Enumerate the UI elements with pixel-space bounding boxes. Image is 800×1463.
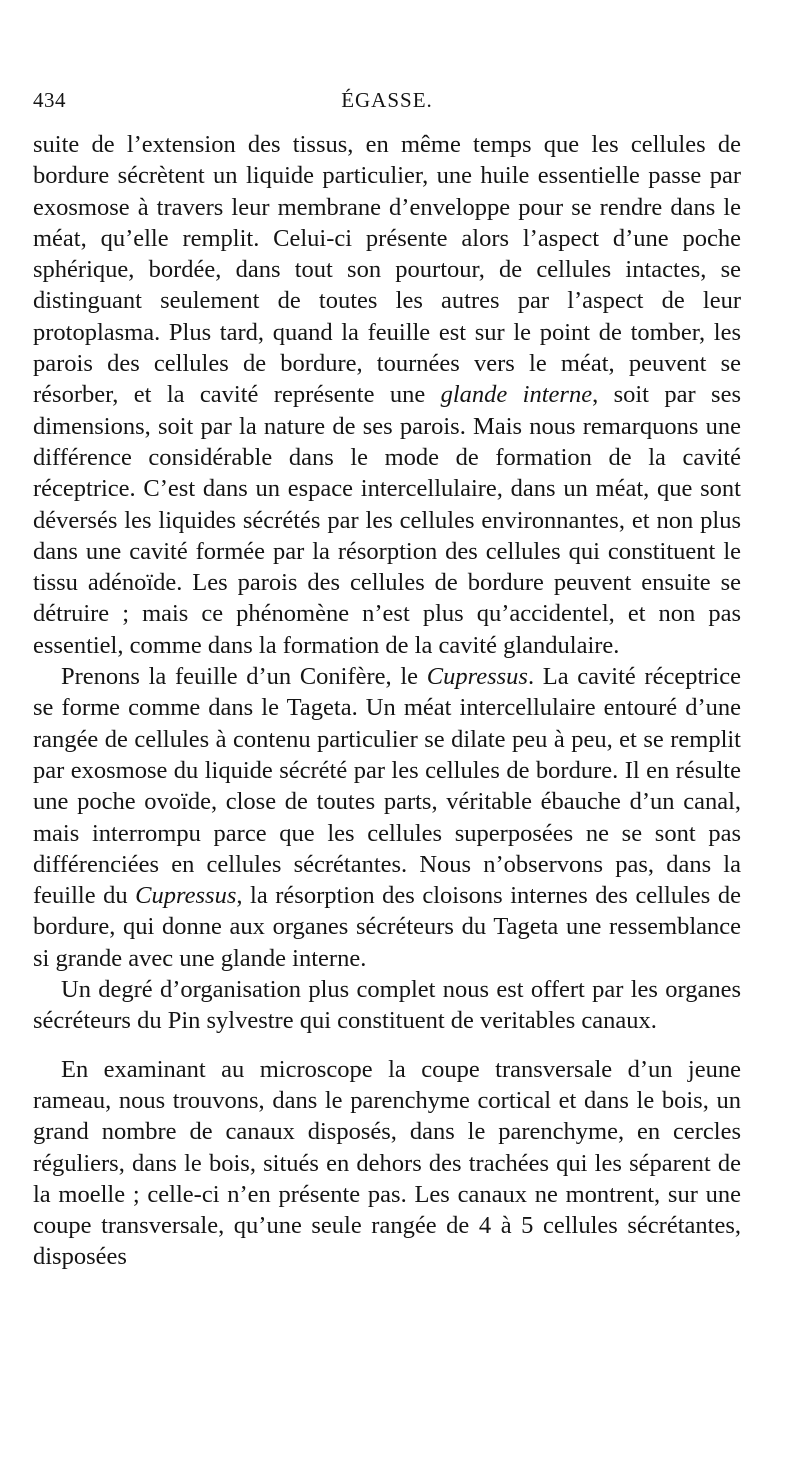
page-number: 434 <box>33 88 66 112</box>
text-segment: , la résorption des cloisons internes des cellules de bordure, qui donne aux organes sécréteurs du Tageta une ressemblance si grande avec une glande interne. <box>33 882 742 972</box>
text-segment: , soit par ses dimensions, soit par la nature de ses parois. Mais nous remarquons une différence considérable dans le mode de formation de la cavité réceptrice. C’est dans un espace intercellulaire, dans un méat, que sont déversés les liquides sécrétés par les cellules environnantes, et non plus dans une cavité formée par la résorption des cellules qui constituent le tissu adénoïde. Les parois des cellules de bordure peuvent ensuite se détruire ; mais ce phénomène n’est plus qu’accidentel, et non pas essentiel, comme dans la formation de la cavité glandulaire. <box>33 381 741 659</box>
italic-term-glande-interne: glande interne <box>440 381 593 409</box>
text-segment: Un degré d’organisation plus complet nous est offert par les organes sécréteurs du Pin sylvestre qui constituent de veritables canaux. <box>33 976 741 1035</box>
paragraph-1 <box>33 129 741 661</box>
text-segment: . La cavité réceptrice se forme comme dans le Tageta. Un méat intercellulaire entouré d’une rangée de cellules à contenu particulier se dilate peu à peu, et se remplit par exosmose du liquide sécrété par les cellules de bordure. Il en résulte une poche ovoïde, close de toutes parts, véritable ébauche d’un canal, mais interrompu parce que les cellules superposées ne se sont pas différenciées en cellules sécrétantes. Nous n’observons pas, dans la feuille du <box>33 663 741 910</box>
italic-term-cupressus: Cupressus <box>426 663 528 691</box>
body-text <box>33 129 741 1273</box>
italic-term-cupressus: Cupressus <box>135 882 237 910</box>
paragraph-3 <box>33 974 741 1037</box>
text-segment: En examinant au microscope la coupe transversale d’un jeune rameau, nous trouvons, dans le parenchyme cortical et dans le bois, un grand nombre de canaux disposés, dans le parenchyme, en cercles réguliers, dans le bois, situés en dehors des trachées qui les séparent de la moelle ; celle-ci n’en présente pas. Les canaux ne montrent, sur une coupe transversale, qu’une seule rangée de 4 à 5 cellules sécrétantes, disposées <box>33 1055 741 1271</box>
running-title: ÉGASSE. <box>341 88 433 112</box>
paragraph-2 <box>33 661 741 974</box>
text-segment: Prenons la feuille d’un Conifère, le <box>61 663 427 691</box>
page-header <box>33 88 741 116</box>
text-segment: suite de l’extension des tissus, en même temps que les cellules de bordure sécrètent un liquide particulier, une huile essentielle passe par exosmose à travers leur membrane d’enveloppe pour se rendre dans le méat, qu’elle remplit. Celui-ci présente alors l’aspect d’une poche sphérique, bordée, dans tout son pourtour, de cellules intactes, se distinguant seulement de toutes les autres par l’aspect de leur protoplasma. Plus tard, quand la feuille est sur le point de tomber, les parois des cellules de bordure, tournées vers le méat, peuvent se résorber, et la cavité représente une <box>33 131 741 409</box>
paragraph-4 <box>33 1054 741 1273</box>
